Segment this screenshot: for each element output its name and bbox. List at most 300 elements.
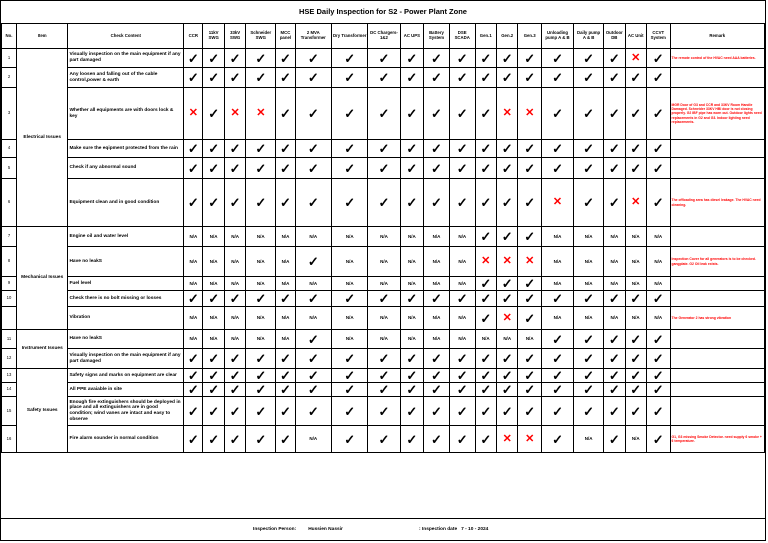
column-header: No.: [2, 24, 17, 49]
remark: [670, 158, 764, 179]
status-cell: [646, 140, 670, 158]
status-cell: [332, 307, 368, 330]
checkmark-icon: ✓: [501, 160, 513, 176]
checkmark-icon: ✓: [480, 160, 492, 176]
not-applicable-text: N/A: [610, 315, 619, 321]
row-number: 4: [2, 140, 17, 158]
status-cell: [368, 140, 400, 158]
status-cell: [368, 426, 400, 453]
status-cell: [518, 140, 542, 158]
inspection-date: [419, 527, 488, 532]
cross-icon: ✕: [631, 51, 641, 64]
not-applicable-text: N/A: [432, 336, 441, 342]
row-number: 7: [2, 227, 17, 247]
table-row: [2, 277, 765, 291]
checkmark-icon: ✓: [552, 50, 563, 66]
cross-icon: ✕: [256, 107, 266, 119]
checkmark-icon: ✓: [480, 70, 492, 85]
status-cell: [604, 227, 625, 247]
checkmark-icon: ✓: [552, 106, 563, 121]
status-cell: [574, 349, 604, 369]
status-cell: [449, 49, 475, 68]
checkmark-icon: ✓: [652, 382, 664, 397]
status-cell: [646, 49, 670, 68]
status-cell: [368, 49, 400, 68]
status-cell: [184, 88, 203, 140]
item-group-label: Mechanical Issues: [17, 227, 68, 330]
status-cell: [276, 158, 295, 179]
remark: [670, 349, 764, 369]
checkmark-icon: ✓: [583, 160, 595, 176]
column-header: 2 MVA Transformer: [295, 24, 331, 49]
inspection-person: [253, 527, 343, 532]
status-cell: [276, 49, 295, 68]
status-cell: [203, 307, 224, 330]
not-applicable-text: N/A: [256, 315, 265, 321]
checkmark-icon: ✓: [187, 291, 199, 306]
checkmark-icon: ✓: [456, 368, 468, 383]
checkmark-icon: ✓: [630, 291, 642, 306]
checkmark-icon: ✓: [431, 160, 442, 176]
status-cell: [518, 88, 542, 140]
not-applicable-text: N/A: [256, 336, 265, 342]
column-header: Remark: [670, 24, 764, 49]
remark: MGR Door of G3 and CCR and 33KV Room Handle Damaged. Schneider 33KV HBI door is not closing properly. G2 IBF pipe has worn out. Outdoor lights need replacements in G2 and G3. Indoor lighting need replacements.: [670, 88, 764, 140]
remark: The offloading area has diesel leakage. The HVAC need cleaning.: [670, 179, 764, 227]
status-cell: [224, 397, 245, 426]
checkmark-icon: ✓: [344, 291, 356, 306]
status-cell: [424, 88, 450, 140]
status-cell: [449, 158, 475, 179]
status-cell: [332, 277, 368, 291]
column-header: Gen.1: [475, 24, 496, 49]
status-cell: [574, 426, 604, 453]
status-cell: [574, 68, 604, 88]
status-cell: [400, 68, 424, 88]
checkmark-icon: ✓: [552, 351, 563, 366]
checkmark-icon: ✓: [630, 368, 642, 383]
status-cell: [604, 291, 625, 307]
check-content: Check if any abnormal sound: [68, 158, 184, 179]
status-cell: [541, 247, 573, 277]
status-cell: [332, 227, 368, 247]
checkmark-icon: ✓: [406, 106, 418, 121]
checkmark-icon: ✓: [583, 50, 595, 66]
cross-icon: ✕: [525, 255, 535, 267]
cross-icon: ✕: [502, 107, 512, 119]
status-cell: [518, 383, 542, 397]
status-cell: [574, 179, 604, 227]
status-cell: [203, 330, 224, 349]
status-cell: [449, 330, 475, 349]
date-label: : Inspection date: [419, 527, 458, 532]
checkmark-icon: ✓: [480, 276, 492, 291]
status-cell: [400, 291, 424, 307]
status-cell: [332, 49, 368, 68]
status-cell: [424, 307, 450, 330]
checkmark-icon: ✓: [229, 291, 241, 306]
remark: [670, 140, 764, 158]
header-row: [2, 24, 765, 49]
checkmark-icon: ✓: [279, 351, 291, 366]
item-group-label: Electrical Issues: [17, 49, 68, 227]
row-number: 10: [2, 291, 17, 307]
status-cell: [625, 369, 646, 383]
cross-icon: ✕: [188, 107, 198, 119]
status-cell: [496, 68, 517, 88]
status-cell: [574, 88, 604, 140]
checkmark-icon: ✓: [187, 368, 199, 383]
table-row: [2, 397, 765, 426]
status-cell: [496, 140, 517, 158]
status-cell: [368, 307, 400, 330]
checkmark-icon: ✓: [344, 351, 356, 366]
status-cell: [646, 291, 670, 307]
table-row: [2, 140, 765, 158]
status-cell: [224, 291, 245, 307]
status-cell: [541, 140, 573, 158]
status-cell: [646, 158, 670, 179]
status-cell: [496, 179, 517, 227]
checkmark-icon: ✓: [431, 141, 442, 156]
not-applicable-text: N/A: [631, 436, 640, 442]
not-applicable-text: N/A: [345, 315, 354, 321]
status-cell: [518, 158, 542, 179]
checkmark-icon: ✓: [279, 382, 291, 397]
row-number: 9: [2, 277, 17, 291]
status-cell: [246, 88, 276, 140]
status-cell: [475, 49, 496, 68]
not-applicable-text: N/A: [256, 280, 265, 286]
status-cell: [496, 247, 517, 277]
checkmark-icon: ✓: [456, 291, 468, 306]
status-cell: [625, 247, 646, 277]
checkmark-icon: ✓: [187, 403, 199, 419]
status-cell: [400, 307, 424, 330]
status-cell: [246, 349, 276, 369]
not-applicable-text: N/A: [209, 233, 218, 239]
status-cell: [604, 247, 625, 277]
status-cell: [449, 227, 475, 247]
checkmark-icon: ✓: [406, 351, 418, 366]
checkmark-icon: ✓: [608, 141, 620, 156]
status-cell: [646, 179, 670, 227]
checkmark-icon: ✓: [652, 106, 664, 121]
not-applicable-text: N/A: [458, 233, 467, 239]
checkmark-icon: ✓: [501, 276, 513, 291]
status-cell: [368, 349, 400, 369]
status-cell: [368, 88, 400, 140]
status-cell: [224, 247, 245, 277]
checkmark-icon: ✓: [480, 351, 492, 366]
status-cell: [184, 426, 203, 453]
status-cell: [295, 49, 331, 68]
status-cell: [475, 140, 496, 158]
status-cell: [203, 397, 224, 426]
cross-icon: ✕: [230, 107, 240, 119]
remark: [670, 330, 764, 349]
status-cell: [604, 349, 625, 369]
checkmark-icon: ✓: [652, 331, 664, 347]
person-name: Hussien Nassir: [308, 527, 343, 532]
status-cell: [224, 158, 245, 179]
checkmark-icon: ✓: [608, 50, 620, 66]
checkmark-icon: ✓: [630, 382, 642, 397]
status-cell: [475, 426, 496, 453]
status-cell: [184, 307, 203, 330]
status-cell: [246, 369, 276, 383]
status-cell: [224, 307, 245, 330]
status-cell: [424, 247, 450, 277]
status-cell: [332, 291, 368, 307]
checkmark-icon: ✓: [279, 141, 291, 156]
status-cell: [625, 158, 646, 179]
checkmark-icon: ✓: [378, 351, 390, 366]
checkmark-icon: ✓: [307, 106, 319, 121]
checkmark-icon: ✓: [208, 141, 220, 156]
row-number: 12: [2, 349, 17, 369]
remark: G1, G3 missing Smoke Detector. need supply 6 smoke + 6 temperature.: [670, 426, 764, 453]
status-cell: [574, 330, 604, 349]
status-cell: [574, 227, 604, 247]
checkmark-icon: ✓: [279, 70, 291, 85]
remark: [670, 369, 764, 383]
checkmark-icon: ✓: [229, 141, 241, 156]
not-applicable-text: N/A: [553, 280, 562, 286]
checkmark-icon: ✓: [652, 431, 664, 447]
status-cell: [332, 369, 368, 383]
check-content: All PPE avaiable in site: [68, 383, 184, 397]
checkmark-icon: ✓: [307, 70, 319, 85]
status-cell: [295, 349, 331, 369]
status-cell: [332, 397, 368, 426]
checkmark-icon: ✓: [456, 106, 468, 121]
status-cell: [184, 68, 203, 88]
status-cell: [646, 68, 670, 88]
status-cell: [424, 369, 450, 383]
check-content: Have no leakS: [68, 247, 184, 277]
not-applicable-text: N/A: [309, 436, 318, 442]
status-cell: [276, 88, 295, 140]
cross-icon: ✕: [631, 196, 641, 208]
check-content: Engine oil and water level: [68, 227, 184, 247]
footer: [1, 518, 765, 541]
row-number: 5: [2, 158, 17, 179]
checkmark-icon: ✓: [552, 331, 563, 347]
checkmark-icon: ✓: [208, 106, 220, 121]
row-number: 13: [2, 369, 17, 383]
status-cell: [203, 369, 224, 383]
column-header: Check Content: [68, 24, 184, 49]
status-cell: [541, 383, 573, 397]
table-body: [2, 49, 765, 453]
checkmark-icon: ✓: [456, 403, 468, 419]
status-cell: [276, 307, 295, 330]
column-header: Dry Transformer: [332, 24, 368, 49]
check-content: Fuel level: [68, 277, 184, 291]
checkmark-icon: ✓: [524, 310, 536, 326]
status-cell: [368, 179, 400, 227]
status-cell: [332, 247, 368, 277]
checkmark-icon: ✓: [431, 195, 442, 210]
checkmark-icon: ✓: [378, 403, 390, 419]
not-applicable-text: N/A: [209, 280, 218, 286]
checkmark-icon: ✓: [344, 160, 356, 176]
checkmark-icon: ✓: [229, 195, 241, 210]
status-cell: [295, 227, 331, 247]
status-cell: [203, 88, 224, 140]
column-header: Outdoor DB: [604, 24, 625, 49]
checkmark-icon: ✓: [501, 368, 513, 383]
status-cell: [246, 227, 276, 247]
status-cell: [625, 397, 646, 426]
checkmark-icon: ✓: [524, 229, 536, 244]
status-cell: [541, 426, 573, 453]
checkmark-icon: ✓: [344, 70, 356, 85]
checkmark-icon: ✓: [456, 195, 468, 210]
checkmark-icon: ✓: [406, 70, 418, 85]
status-cell: [224, 68, 245, 88]
status-cell: [496, 88, 517, 140]
not-applicable-text: N/A: [189, 336, 198, 342]
remark: The Generator 2 has strong vibration: [670, 307, 764, 330]
status-cell: [604, 158, 625, 179]
checkmark-icon: ✓: [307, 160, 319, 176]
status-cell: [574, 383, 604, 397]
checkmark-icon: ✓: [608, 195, 620, 210]
status-cell: [541, 349, 573, 369]
status-cell: [276, 291, 295, 307]
checkmark-icon: ✓: [524, 291, 536, 306]
remark: [670, 291, 764, 307]
not-applicable-text: N/A: [231, 336, 239, 342]
status-cell: [203, 49, 224, 68]
status-cell: [496, 330, 517, 349]
status-cell: [276, 349, 295, 369]
not-applicable-text: N/A: [407, 336, 416, 342]
checkmark-icon: ✓: [608, 368, 620, 383]
checkmark-icon: ✓: [501, 195, 513, 210]
checkmark-icon: ✓: [456, 70, 468, 85]
status-cell: [475, 330, 496, 349]
checkmark-icon: ✓: [431, 368, 442, 383]
checkmark-icon: ✓: [630, 141, 642, 156]
row-number: 11: [2, 330, 17, 349]
status-cell: [276, 247, 295, 277]
checkmark-icon: ✓: [229, 160, 241, 176]
not-applicable-text: N/A: [553, 315, 562, 321]
remark: [670, 397, 764, 426]
person-label: Inspection Person:: [253, 527, 297, 532]
status-cell: [625, 68, 646, 88]
checkmark-icon: ✓: [229, 403, 241, 419]
checkmark-icon: ✓: [187, 351, 199, 366]
not-applicable-text: N/A: [553, 258, 562, 264]
not-applicable-text: N/A: [309, 280, 318, 286]
status-cell: [496, 383, 517, 397]
status-cell: [449, 179, 475, 227]
checkmark-icon: ✓: [583, 106, 595, 121]
table-row: [2, 247, 765, 277]
column-header: 11kV SWG: [203, 24, 224, 49]
checkmark-icon: ✓: [187, 141, 199, 156]
checkmark-icon: ✓: [279, 431, 291, 447]
checkmark-icon: ✓: [406, 368, 418, 383]
checkmark-icon: ✓: [208, 160, 220, 176]
checkmark-icon: ✓: [501, 291, 513, 306]
remark: [670, 227, 764, 247]
checkmark-icon: ✓: [378, 382, 390, 397]
status-cell: [475, 383, 496, 397]
table-row: [2, 330, 765, 349]
status-cell: [224, 369, 245, 383]
status-cell: [646, 277, 670, 291]
status-cell: [184, 349, 203, 369]
checkmark-icon: ✓: [255, 382, 267, 397]
status-cell: [184, 369, 203, 383]
status-cell: [541, 68, 573, 88]
not-applicable-text: N/A: [631, 280, 640, 286]
not-applicable-text: N/A: [209, 336, 218, 342]
checkmark-icon: ✓: [208, 291, 220, 306]
status-cell: [276, 397, 295, 426]
checkmark-icon: ✓: [480, 195, 492, 210]
cross-icon: ✕: [481, 255, 491, 267]
status-cell: [400, 426, 424, 453]
not-applicable-text: N/A: [631, 258, 640, 264]
checkmark-icon: ✓: [279, 106, 291, 121]
status-cell: [203, 426, 224, 453]
not-applicable-text: N/A: [281, 315, 290, 321]
checkmark-icon: ✓: [229, 382, 241, 397]
checkmark-icon: ✓: [307, 331, 319, 347]
not-applicable-text: N/A: [407, 280, 416, 286]
status-cell: [574, 247, 604, 277]
checkmark-icon: ✓: [406, 291, 418, 306]
status-cell: [424, 227, 450, 247]
remark: [670, 68, 764, 88]
status-cell: [276, 383, 295, 397]
status-cell: [184, 227, 203, 247]
status-cell: [449, 383, 475, 397]
not-applicable-text: N/A: [256, 258, 265, 264]
status-cell: [203, 158, 224, 179]
checkmark-icon: ✓: [608, 382, 620, 397]
status-cell: [424, 158, 450, 179]
not-applicable-text: N/A: [631, 233, 640, 239]
checkmark-icon: ✓: [456, 50, 468, 66]
column-header: Gen.2: [496, 24, 517, 49]
checkmark-icon: ✓: [608, 331, 620, 347]
status-cell: [475, 179, 496, 227]
checkmark-icon: ✓: [524, 141, 536, 156]
checkmark-icon: ✓: [652, 368, 664, 383]
status-cell: [541, 277, 573, 291]
item-group-label: Instrument Issues: [17, 330, 68, 369]
not-applicable-text: N/A: [432, 233, 441, 239]
status-cell: [574, 307, 604, 330]
checkmark-icon: ✓: [608, 70, 620, 85]
checkmark-icon: ✓: [279, 291, 291, 306]
status-cell: [295, 426, 331, 453]
status-cell: [518, 397, 542, 426]
checkmark-icon: ✓: [480, 368, 492, 383]
checkmark-icon: ✓: [608, 431, 620, 447]
checkmark-icon: ✓: [583, 141, 595, 156]
checkmark-icon: ✓: [583, 331, 595, 347]
not-applicable-text: N/A: [481, 336, 490, 342]
inspection-table: [1, 23, 765, 453]
